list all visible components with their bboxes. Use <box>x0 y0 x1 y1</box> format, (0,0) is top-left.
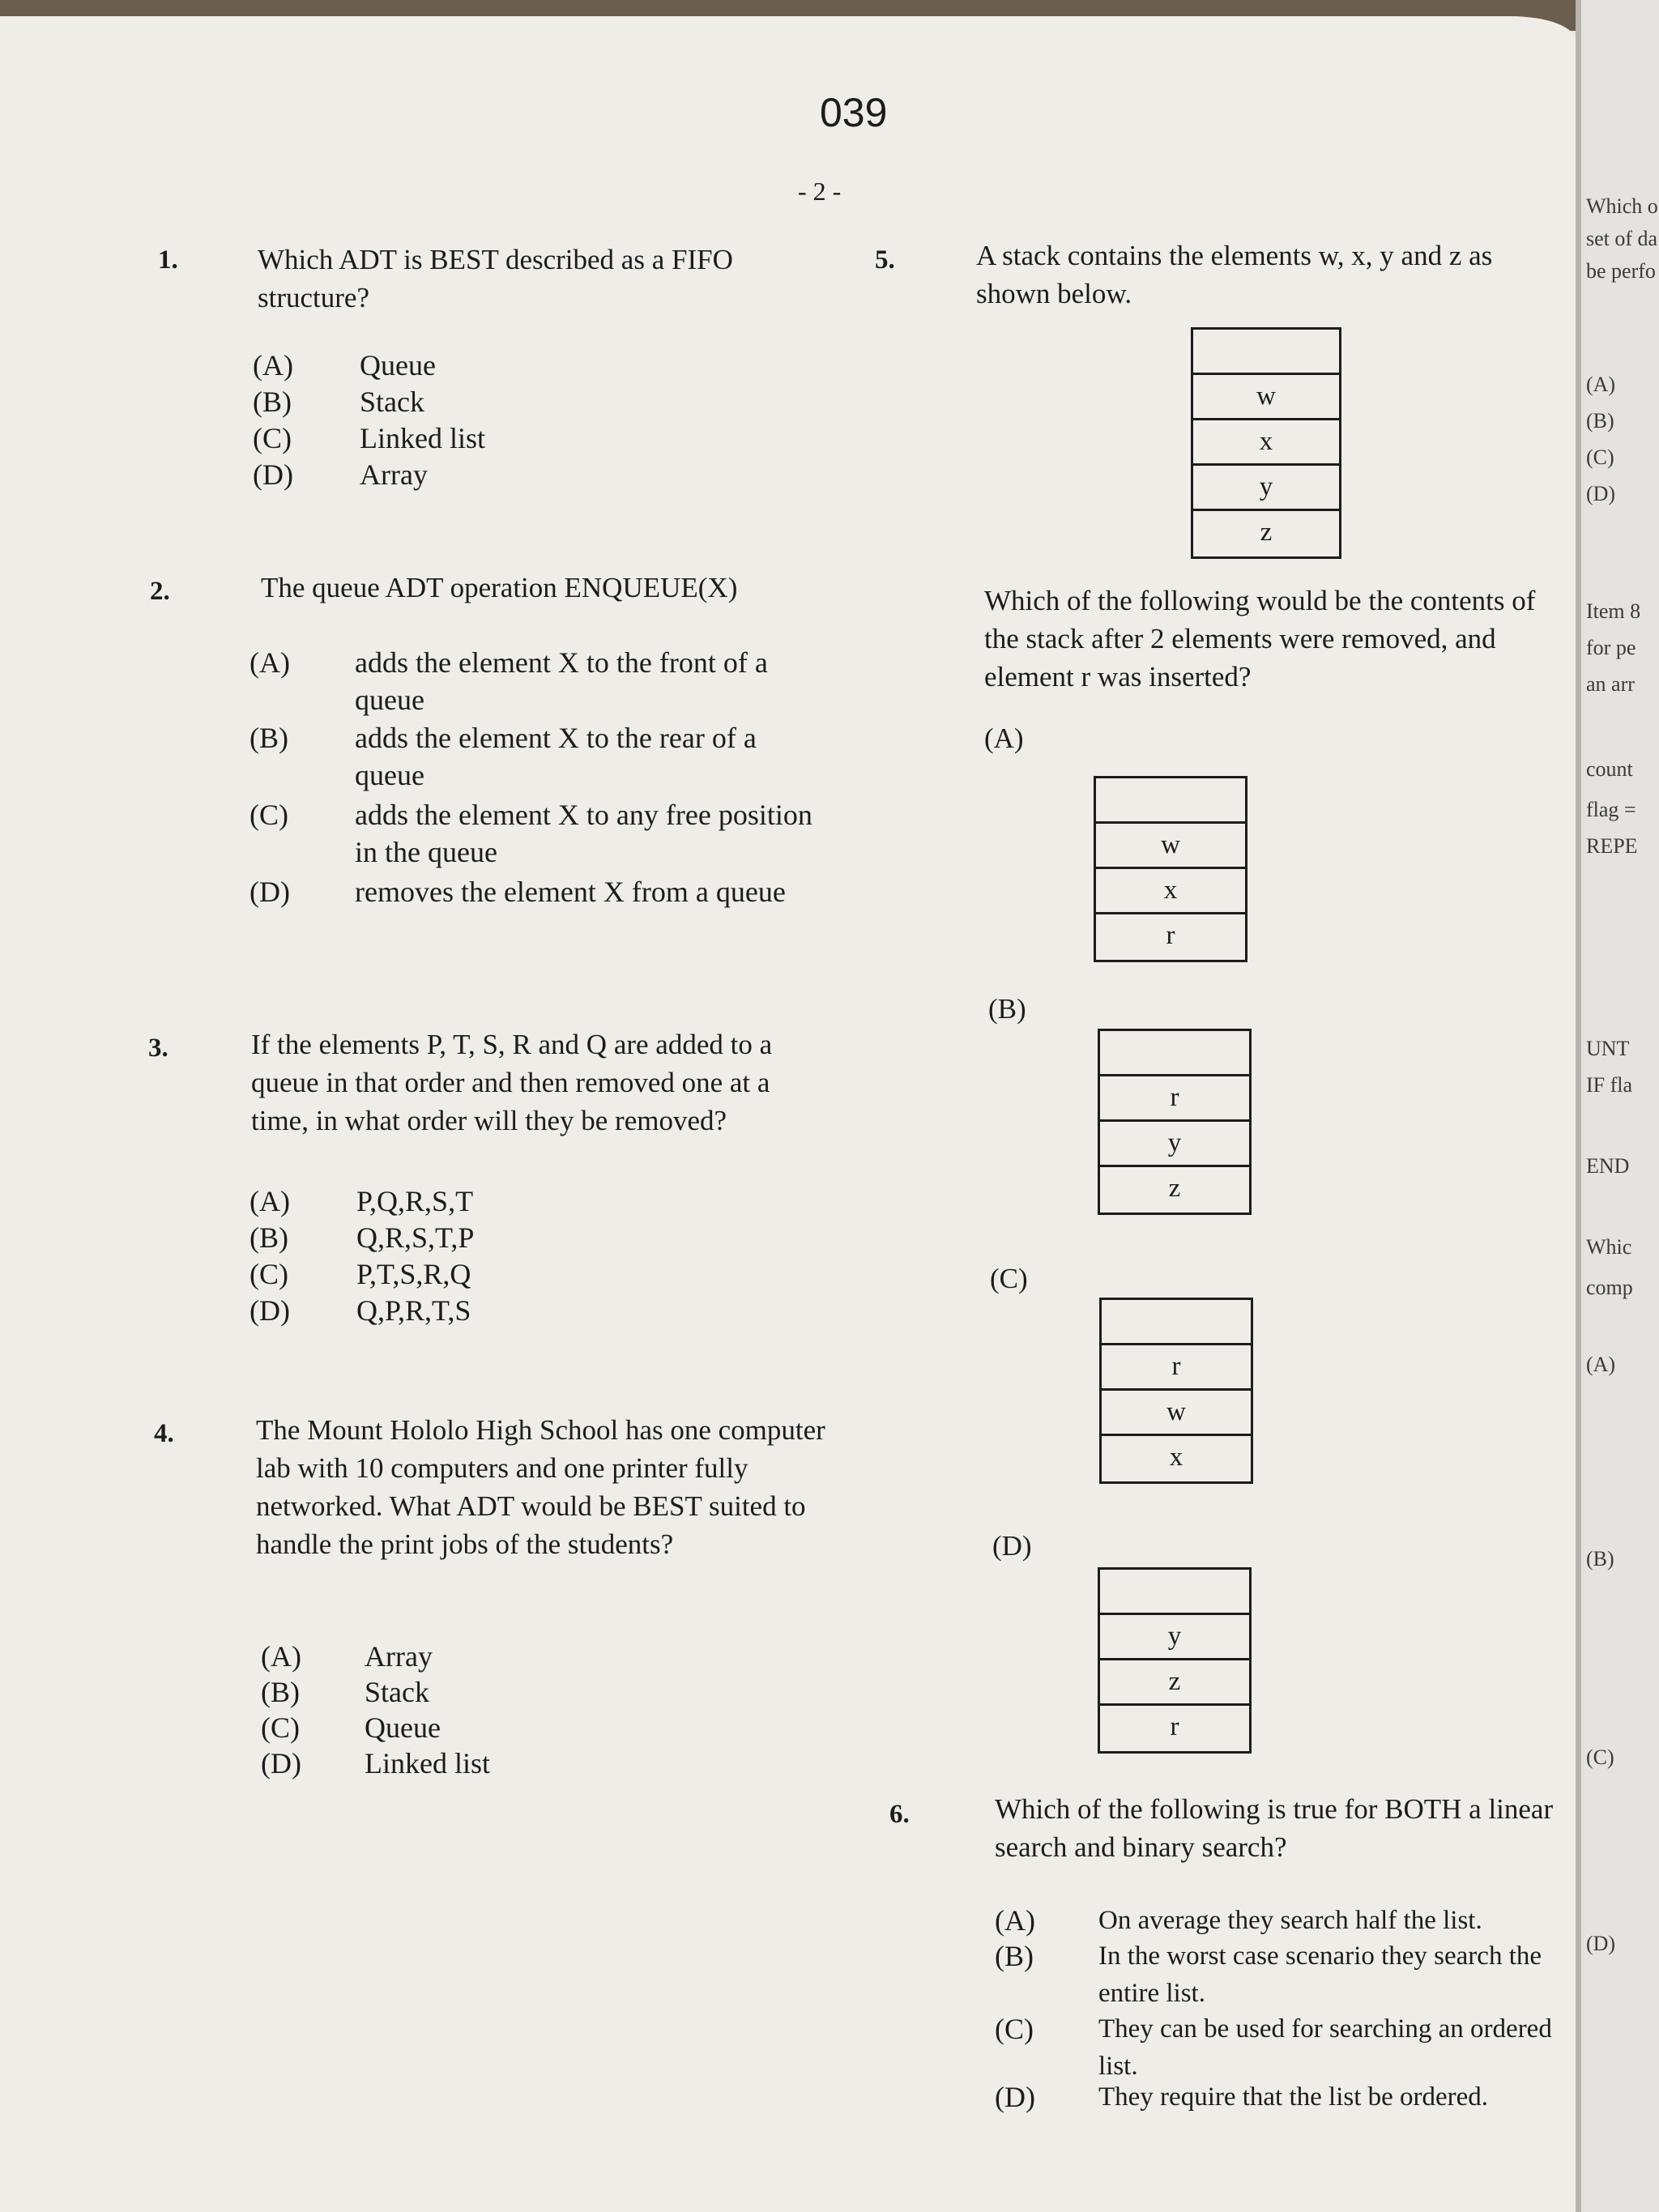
option-label: (C) <box>249 1258 288 1290</box>
option-text: P,Q,R,S,T <box>356 1185 474 1217</box>
stack-cell: x <box>1169 1443 1183 1472</box>
option-text: Stack <box>360 386 424 418</box>
question-number: 5. <box>875 245 895 275</box>
option-label: (C) <box>261 1711 300 1744</box>
next-page-text: Whic <box>1586 1235 1632 1259</box>
option-text: Stack <box>365 1676 429 1708</box>
initial-stack-diagram <box>1191 327 1341 559</box>
stack-cell <box>1193 330 1339 375</box>
stack-cell: z <box>1168 1174 1181 1203</box>
next-page-text: comp <box>1586 1276 1633 1299</box>
question-text: The queue ADT operation ENQUEUE(X) <box>261 572 738 603</box>
option-b[interactable] <box>995 1937 1554 2010</box>
next-page-text: (B) <box>1586 409 1614 433</box>
next-page-text: an arr <box>1586 672 1635 696</box>
stack-cell: w <box>1193 375 1339 420</box>
option-label: (C) <box>253 422 292 454</box>
question-number: 3. <box>148 1034 168 1063</box>
option-d[interactable] <box>261 1745 666 1782</box>
option-text: Array <box>365 1640 433 1673</box>
option-c[interactable] <box>253 420 658 457</box>
next-page-text: (A) <box>1586 373 1616 396</box>
option-c[interactable] <box>995 2010 1554 2083</box>
stack-cell: x <box>1096 869 1245 914</box>
stack-cell: r <box>1102 1345 1251 1391</box>
option-label: (D) <box>249 876 290 908</box>
question-text: Which of the following is true for BOTH a linear search and binary search? <box>995 1793 1554 1863</box>
option-label: (A) <box>249 646 290 679</box>
option-label: (D) <box>249 1294 290 1327</box>
option-c[interactable] <box>990 1259 1395 1494</box>
stack-cell <box>1096 778 1245 824</box>
option-text: P,T,S,R,Q <box>356 1258 471 1290</box>
option-d[interactable] <box>992 1527 1397 1762</box>
option-label: (A) <box>249 1185 290 1217</box>
option-b[interactable] <box>249 1219 655 1256</box>
stack-cell: z <box>1260 518 1273 547</box>
option-b[interactable] <box>261 1673 666 1711</box>
option-label: (B) <box>261 1676 300 1708</box>
stack-cell <box>1100 1570 1249 1615</box>
stack-diagram-c <box>1099 1298 1253 1484</box>
option-text: Q,P,R,T,S <box>356 1294 471 1327</box>
option-d[interactable] <box>995 2078 1554 2151</box>
page-number: - 2 - <box>798 177 842 206</box>
next-page-text: count <box>1586 757 1633 781</box>
next-page-fragment <box>1581 0 1659 2212</box>
option-text: They require that the list be ordered. <box>1098 2082 1489 2112</box>
question-number: 1. <box>158 245 178 275</box>
option-d[interactable] <box>253 456 658 493</box>
next-page-text: Which o <box>1586 194 1658 218</box>
next-page-text: (D) <box>1586 482 1616 505</box>
option-a[interactable] <box>249 644 833 720</box>
option-text: Queue <box>365 1711 441 1744</box>
stack-cell <box>1102 1300 1251 1345</box>
option-text: adds the element X to any free position in the queue <box>355 799 812 868</box>
option-c[interactable] <box>261 1709 666 1746</box>
stack-cell: r <box>1100 1076 1249 1122</box>
option-a[interactable] <box>249 1183 655 1220</box>
option-label: (A) <box>984 722 1024 754</box>
option-a[interactable] <box>995 1902 1554 1939</box>
option-b[interactable] <box>253 383 658 420</box>
next-page-text: (C) <box>1586 445 1614 469</box>
option-label: (D) <box>261 1747 301 1779</box>
stack-diagram-a <box>1094 776 1247 962</box>
option-d[interactable] <box>249 873 833 949</box>
next-page-text: (C) <box>1586 1745 1614 1769</box>
stack-cell: w <box>1102 1391 1251 1436</box>
question-prompt: Which of the following would be the contents of the stack after 2 elements were removed, and element r was inserted? <box>984 585 1536 693</box>
option-text: In the worst case scenario they search the entire list. <box>1098 1941 1542 2008</box>
stack-cell: y <box>1193 466 1339 511</box>
stack-cell: w <box>1096 824 1245 869</box>
option-text: On average they search half the list. <box>1098 1906 1482 1935</box>
option-label: (B) <box>988 993 1026 1025</box>
next-page-text: be perfo <box>1586 259 1656 283</box>
option-text: Q,R,S,T,P <box>356 1221 475 1254</box>
option-label: (C) <box>249 799 288 831</box>
stack-cell: r <box>1166 921 1175 950</box>
next-page-text: END <box>1586 1154 1630 1178</box>
question-number: 2. <box>150 577 170 606</box>
next-page-text: (B) <box>1586 1547 1614 1571</box>
option-label: (D) <box>253 458 293 491</box>
next-page-text: Item 8 <box>1586 599 1641 623</box>
next-page-text: flag = <box>1586 798 1636 821</box>
option-d[interactable] <box>249 1292 655 1329</box>
option-label: (A) <box>995 1904 1035 1937</box>
option-text: adds the element X to the rear of a queue <box>355 722 757 791</box>
option-label: (B) <box>253 386 292 418</box>
stack-diagram-b <box>1098 1029 1252 1215</box>
option-b[interactable] <box>249 719 833 795</box>
option-label: (C) <box>995 2013 1034 2045</box>
option-text: Linked list <box>365 1747 490 1779</box>
stack-cell <box>1100 1031 1249 1076</box>
next-page-text: IF fla <box>1586 1073 1633 1097</box>
next-page-text: (D) <box>1586 1932 1616 1955</box>
option-label: (D) <box>992 1530 1032 1562</box>
option-label: (B) <box>249 1221 288 1254</box>
option-label: (A) <box>261 1640 301 1673</box>
option-text: Queue <box>360 349 436 381</box>
next-page-text: set of da <box>1586 227 1658 250</box>
option-label: (B) <box>995 1940 1034 1972</box>
option-b[interactable] <box>988 990 1393 1225</box>
question-text: Which ADT is BEST described as a FIFO structure? <box>258 244 733 313</box>
option-text: Array <box>360 458 428 491</box>
stack-cell: y <box>1100 1615 1249 1660</box>
option-text: removes the element X from a queue <box>355 876 786 908</box>
question-number: 6. <box>889 1800 910 1829</box>
page-edge <box>1576 0 1581 2212</box>
option-text: adds the element X to the front of a queue <box>355 646 768 716</box>
option-text: Linked list <box>360 422 485 454</box>
stack-diagram-d <box>1098 1567 1252 1754</box>
option-a[interactable] <box>984 719 1389 954</box>
question-number: 4. <box>154 1419 174 1448</box>
stack-cell: z <box>1100 1660 1249 1706</box>
stack-cell: x <box>1193 420 1339 466</box>
next-page-text: for pe <box>1586 636 1636 659</box>
question-text: The Mount Hololo High School has one computer lab with 10 computers and one printer fully networked. What ADT would be BEST suited to handle the print jobs of the students? <box>256 1414 825 1560</box>
option-text: They can be used for searching an ordered list. <box>1098 2014 1552 2081</box>
next-page-text: UNT <box>1586 1037 1630 1060</box>
question-text: If the elements P, T, S, R and Q are added to a queue in that order and then removed one at a time, in what order will they be removed? <box>251 1029 773 1136</box>
next-page-text: REPE <box>1586 834 1638 858</box>
next-page-text: (A) <box>1586 1353 1616 1376</box>
option-c[interactable] <box>249 1255 655 1293</box>
option-label: (C) <box>990 1263 1028 1294</box>
option-a[interactable] <box>253 347 658 384</box>
stack-cell: r <box>1170 1712 1179 1741</box>
stack-cell: y <box>1100 1122 1249 1167</box>
option-label: (B) <box>249 722 288 754</box>
question-text: A stack contains the elements w, x, y and z as shown below. <box>976 240 1493 309</box>
option-a[interactable] <box>261 1638 666 1675</box>
option-label: (A) <box>253 349 293 381</box>
option-c[interactable] <box>249 796 833 872</box>
paper-code: 039 <box>820 90 888 135</box>
option-label: (D) <box>995 2081 1035 2113</box>
